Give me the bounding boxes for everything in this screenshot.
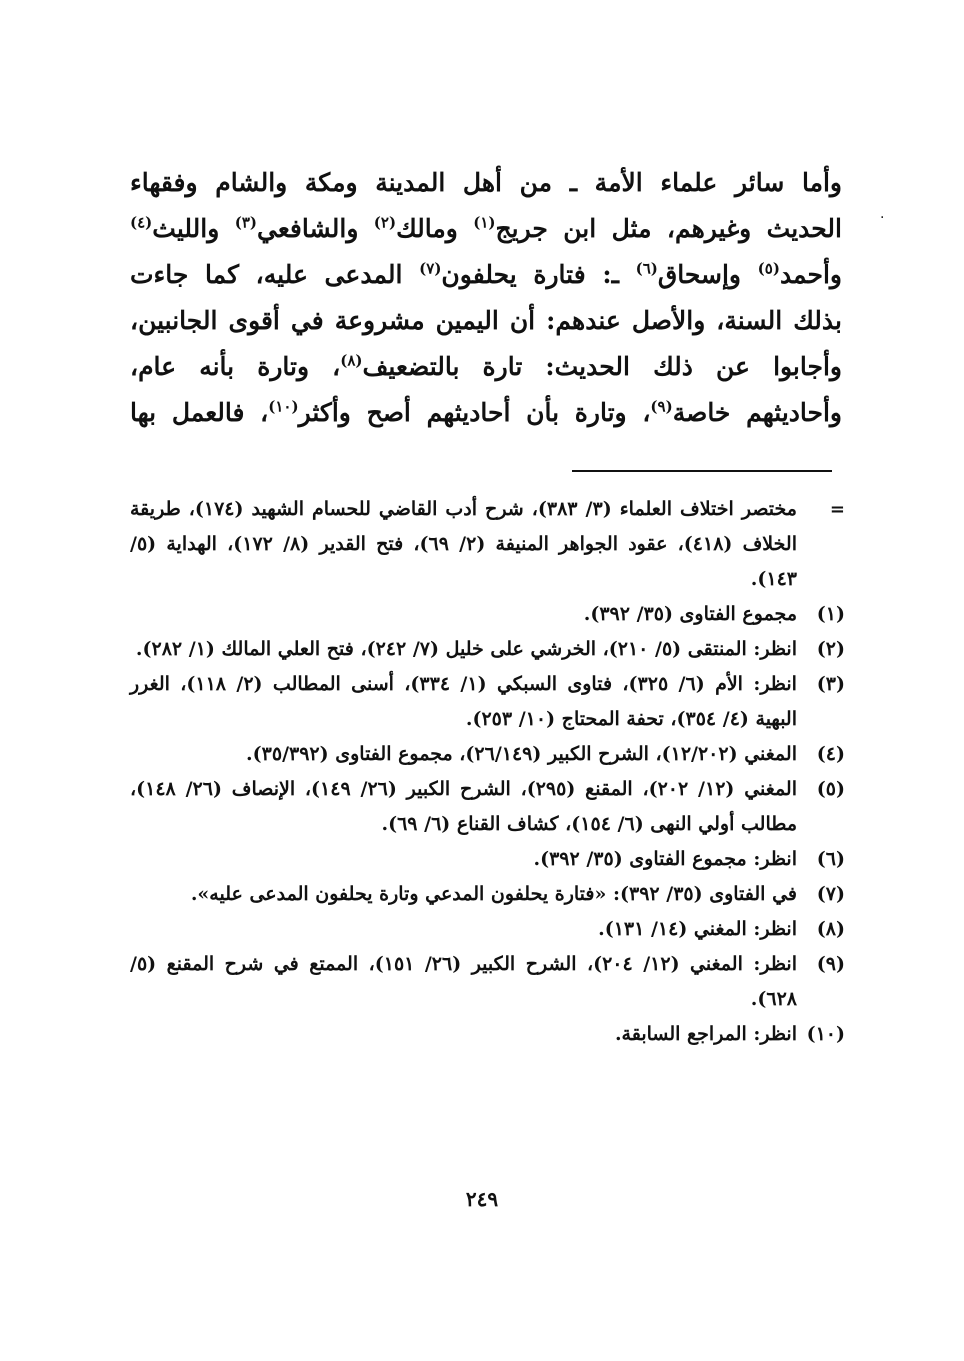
footnote-reference: (٧) <box>419 259 442 278</box>
footnote-reference: (١) <box>473 213 496 232</box>
body-text-segment: والشافعي <box>256 214 374 243</box>
footnote-number: (٢) <box>816 638 845 660</box>
footnote-item <box>130 877 845 912</box>
body-text-segment: والليث <box>152 214 235 243</box>
body-text-segment: الحديث وغيرهم، مثل ابن جريج <box>495 214 842 243</box>
footnote-text: انظر: المنتقى (٥/ ٢١٠)، الخرشي على خليل (٧/ ٢٤٢)، فتح العلي المالك (١/ ٢٨٢). <box>135 638 797 660</box>
footnote-item <box>130 667 845 737</box>
main-body-text <box>130 160 842 436</box>
footnote-number: (٧) <box>816 883 845 905</box>
footnote-item <box>130 632 845 667</box>
footnote-reference: (٢) <box>373 213 397 232</box>
footnote-text: في الفتاوى (٣٥/ ٣٩٢): «فتارة يحلفون المدعي وتارة يحلفون المدعى عليه». <box>190 883 797 905</box>
footnote-number: (٥) <box>816 778 845 800</box>
body-text-segment: ، فالعمل بها <box>130 398 269 427</box>
footnote-reference: (٤) <box>130 213 153 232</box>
body-line <box>130 298 842 344</box>
footnote-item <box>130 1017 845 1052</box>
body-text-segment: وأحاديثهم خاصة <box>672 398 842 427</box>
body-text-segment: بذلك السنة، والأصل عندهم: أن اليمين مشروعة في أقوى الجانبين، <box>130 306 842 335</box>
body-text-segment: وأما سائر علماء الأمة ـ من أهل المدينة ومكة والشام وفقهاء <box>130 168 842 197</box>
body-line <box>130 252 842 298</box>
footnote-text: انظر: المراجع السابقة. <box>614 1023 797 1045</box>
footnote-item <box>130 737 845 772</box>
body-line <box>130 160 842 206</box>
body-text-segment: وأجابوا عن ذلك الحديث: تارة بالتضعيف <box>362 352 842 381</box>
page-number: ٢٤٩ <box>465 1187 499 1211</box>
body-text-segment: وأحمد <box>779 260 842 289</box>
body-text-segment: ومالك <box>396 214 474 243</box>
footnote-text: مجموع الفتاوى (٣٥/ ٣٩٢). <box>583 603 797 625</box>
footnote-number: (٣) <box>816 673 845 695</box>
footnote-number: (٨) <box>816 918 845 940</box>
footnotes-section <box>130 492 845 1052</box>
body-line <box>130 206 842 252</box>
footnote-item <box>130 492 845 597</box>
footnote-reference: (٥) <box>757 259 780 278</box>
footnote-text: المغني (١٢/ ٢٠٢)، المقنع (٢٩٥)، الشرح الكبير (٢٦/ ١٤٩)، الإنصاف (٢٦/ ١٤٨)، مطالب أولي النهى (٦/ ١٥٤)، كشاف القناع (٦/ ٦٩). <box>130 778 797 835</box>
footnote-text: انظر: المغني (١٤/ ١٣١). <box>598 918 797 940</box>
body-text-segment: وإسحاق <box>657 260 758 289</box>
footnote-text: مختصر اختلاف العلماء (٣/ ٣٨٣)، شرح أدب القاضي للحسام الشهيد (١٧٤)، طريقة الخلاف (٤١٨)، عقود الجواهر المنيفة (٢/ ٦٩)، فتح القدير (٨/ ١٧٢)، الهداية (٥/ ١٤٣). <box>130 498 797 590</box>
footnote-number: (٩) <box>816 953 845 975</box>
footnote-reference: (٣) <box>234 213 257 232</box>
footnote-reference: (٩) <box>650 397 673 416</box>
footnote-item <box>130 597 845 632</box>
body-text-segment: ـ: فتارة يحلفون <box>441 260 636 289</box>
footnote-item <box>130 912 845 947</box>
footnote-item <box>130 947 845 1017</box>
footnote-number: (١٠) <box>806 1023 845 1045</box>
footnote-item <box>130 842 845 877</box>
footnote-reference: (٨) <box>340 351 363 370</box>
footnote-number: = <box>829 499 845 520</box>
footnote-text: انظر: الأم (٦/ ٣٢٥)، فتاوى السبكي (١/ ٣٣٤)، أسنى المطالب (٢/ ١١٨)، الغرر البهية (٤/ ٣٥٤)، تحفة المحتاج (١٠/ ٢٥٣). <box>130 673 797 730</box>
footnote-text: انظر: المغني (١٢/ ٢٠٤)، الشرح الكبير (٢٦/ ١٥١)، الممتع في شرح المقنع (٥/ ٦٢٨). <box>130 953 797 1010</box>
footnote-number: (٦) <box>816 848 845 870</box>
footnote-item <box>130 772 845 842</box>
footnote-number: (١) <box>816 603 845 625</box>
body-line <box>130 390 842 436</box>
footnote-reference: (٦) <box>635 259 658 278</box>
footnote-reference: (١٠) <box>268 397 299 416</box>
margin-mark: · <box>880 210 885 226</box>
footnote-text: انظر: مجموع الفتاوى (٣٥/ ٣٩٢). <box>533 848 797 870</box>
footnote-divider <box>572 470 832 472</box>
body-text-segment: المدعى عليه، كما جاءت <box>130 260 420 289</box>
body-line <box>130 344 842 390</box>
body-text-segment: ، وتارة بأنه عام، <box>130 352 341 381</box>
body-text-segment: ، وتارة بأن أحاديثهم أصح وأكثر <box>298 398 651 427</box>
footnote-number: (٤) <box>816 743 845 765</box>
footnote-text: المغني (١٢/٢٠٢)، الشرح الكبير (٢٦/١٤٩)، مجموع الفتاوى (٣٥/٣٩٢). <box>246 743 797 765</box>
